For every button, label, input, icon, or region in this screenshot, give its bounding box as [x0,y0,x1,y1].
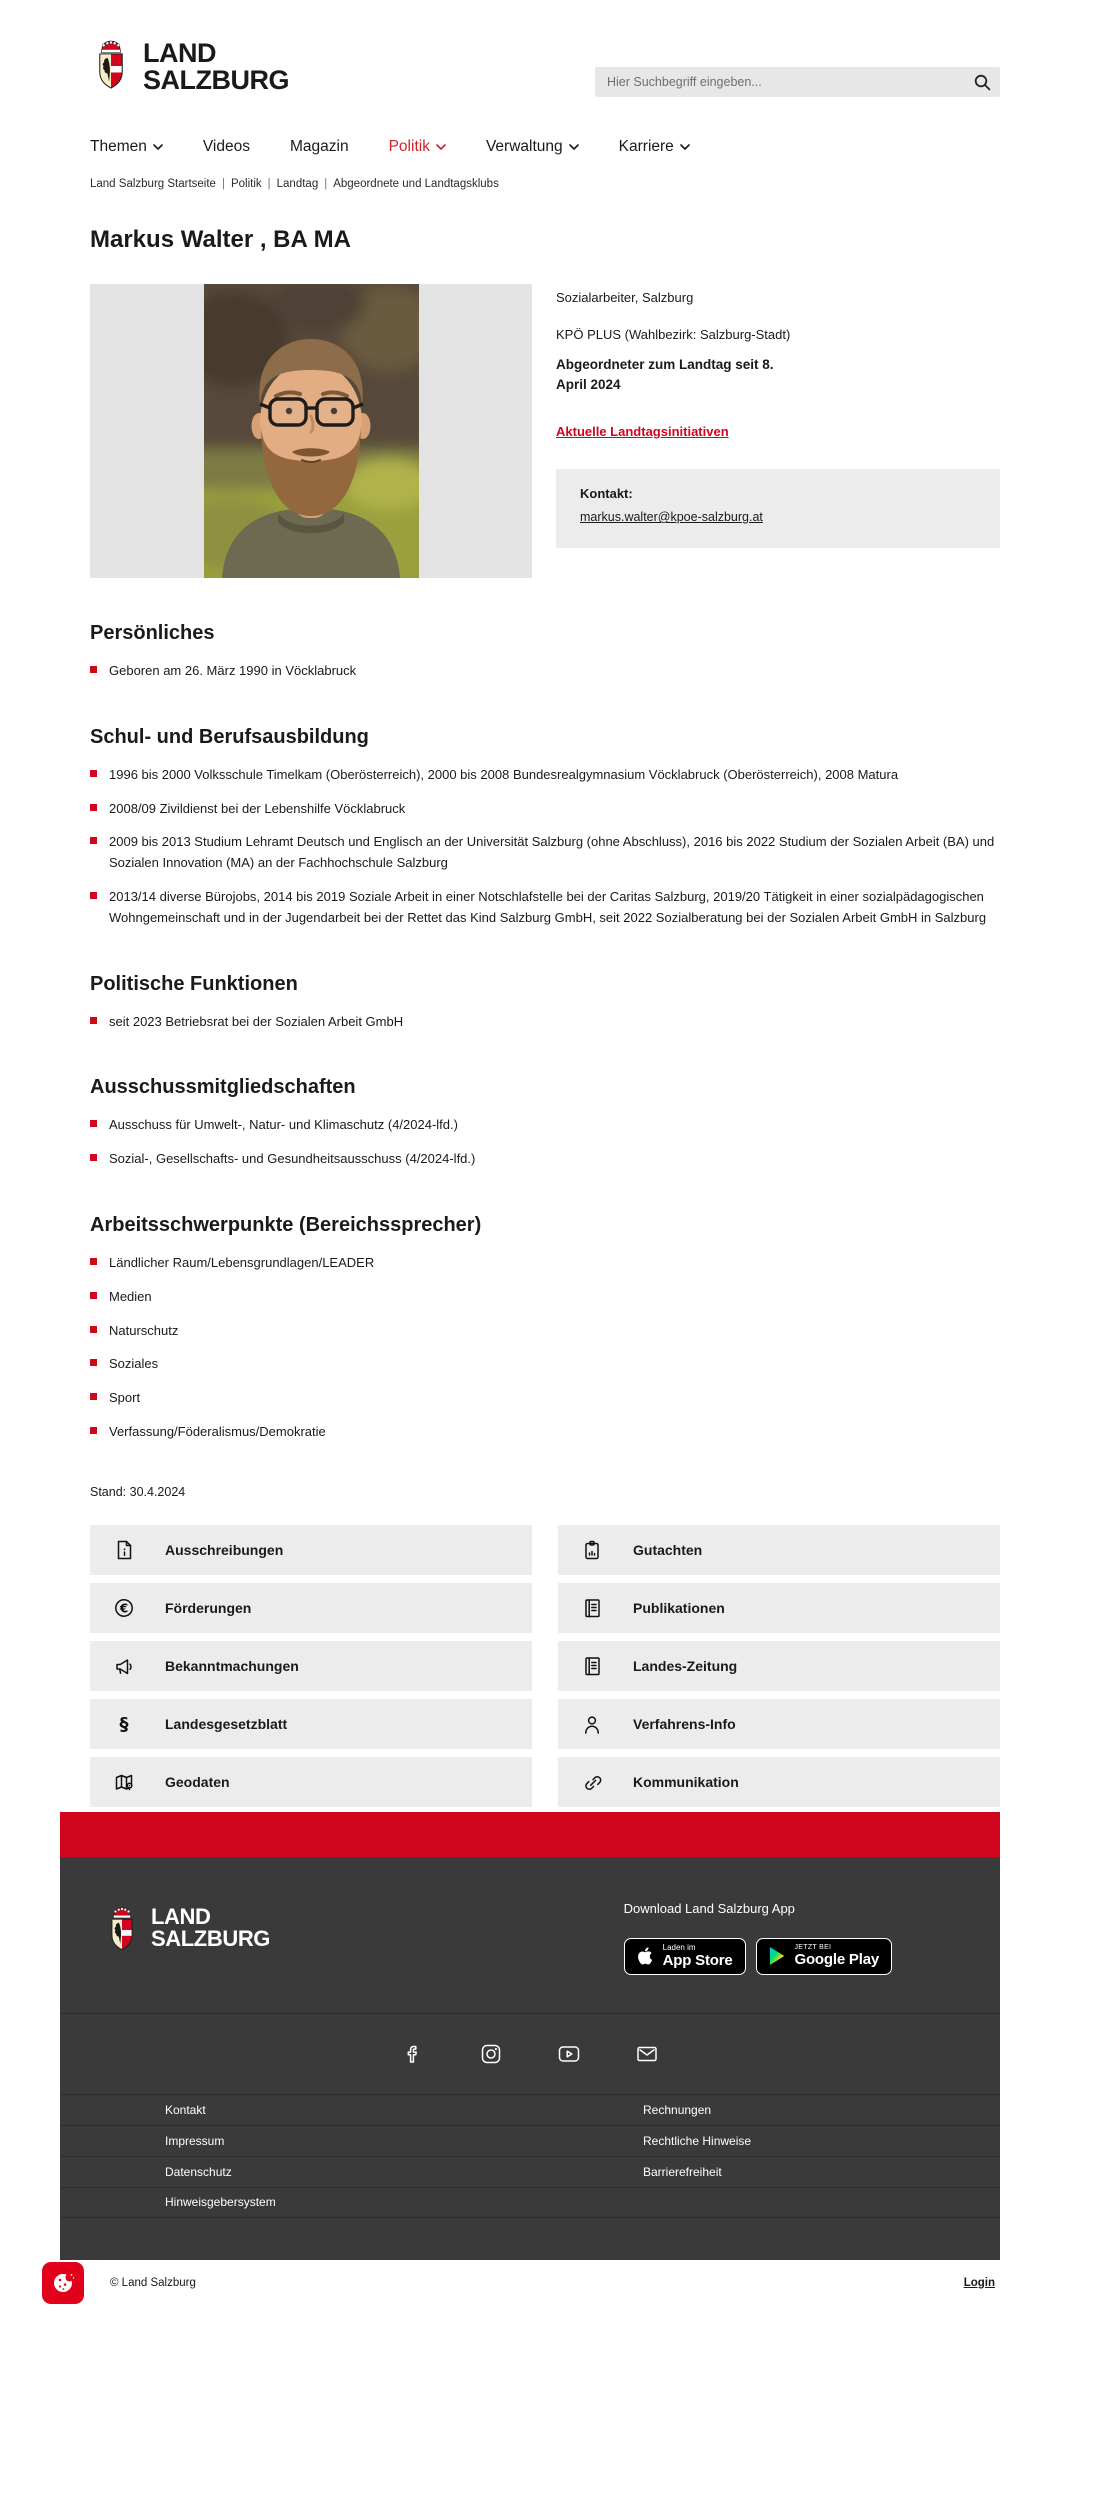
list-item: Soziales [90,1354,1000,1375]
facebook-link[interactable] [400,2041,426,2067]
main-nav [90,138,1000,156]
bullet-square-icon [90,1154,97,1161]
bullet-square-icon [90,1326,97,1333]
app-store-badge[interactable]: Laden im App Store [624,1938,746,1975]
breadcrumb-landtag[interactable]: Landtag [276,178,319,190]
bullet-square-icon [90,804,97,811]
chevron-down-icon [153,144,163,151]
footer-logo[interactable] [105,1901,270,1975]
bullet-square-icon [90,1393,97,1400]
list-item: Sport [90,1388,1000,1409]
section-heading: Politische Funktionen [90,972,298,995]
footer-link-hinweisgebersystem[interactable]: Hinweisgebersystem [165,2195,276,2210]
party-text: KPÖ PLUS (Wahlbezirk: Salzburg-Stadt) [556,327,791,342]
copyright-text: © Land Salzburg [110,2276,196,2289]
quicklink-landes-zeitung[interactable]: Landes-Zeitung [558,1641,1000,1691]
bullet-square-icon [90,1359,97,1366]
stand-date: Stand: 30.4.2024 [90,1484,186,1499]
footer-logo-line2: SALZBURG [151,1925,271,1951]
quicklink-bekanntmachungen[interactable]: Bekanntmachungen [90,1641,532,1691]
list-item: Ländlicher Raum/Lebensgrundlagen/LEADER [90,1253,1000,1274]
list-item: Naturschutz [90,1321,1000,1342]
bullet-square-icon [90,770,97,777]
megaphone-icon [113,1655,135,1677]
quicklink-kommunikation[interactable]: Kommunikation [558,1757,1000,1807]
quicklink-geodaten[interactable]: Geodaten [90,1757,532,1807]
document-info-icon [113,1539,135,1561]
quicklink-foerderungen[interactable]: € Förderungen [90,1583,532,1633]
chevron-down-icon [436,144,446,151]
mandate-text: Abgeordneter zum Landtag seit 8. April 2024 [556,357,774,392]
social-links [60,2013,1000,2094]
land-salzburg-crest-icon [92,34,130,98]
clipboard-icon [581,1539,603,1561]
email-icon [634,2041,660,2067]
breadcrumb: Land Salzburg Startseite | Politik | Landtag | Abgeordnete und Landtagsklubs [90,178,499,190]
contact-box [556,469,1000,548]
list-item: Geboren am 26. März 1990 in Vöcklabruck [90,661,1000,682]
search-input[interactable] [607,75,973,89]
cookie-icon [50,2270,76,2296]
nav-item-karriere[interactable]: Karriere [619,138,690,156]
contact-email-link[interactable]: markus.walter@kpoe-salzburg.at [580,510,763,525]
newsletter-link[interactable] [634,2041,660,2067]
list-item: 2013/14 diverse Bürojobs, 2014 bis 2019 Soziale Arbeit in einer Notschlafstelle bei der Caritas Salzburg, 2019/20 Tätigkeit in einer sozialpädagogischen Wohngemeinschaft und in der Jugendarbeit bei der Rettet das Kind Salzburg GmbH, seit 2022 Sozialberatung bei der Sozialen Arbeit GmbH in Salzburg [90,887,1000,929]
section-ausbildung [90,726,1000,929]
search-icon [973,73,992,92]
nav-item-politik[interactable]: Politik [389,138,446,156]
cookie-settings-button[interactable] [42,2262,84,2304]
list-item: 1996 bis 2000 Volksschule Timelkam (Oberösterreich), 2000 bis 2008 Bundesrealgymnasium Vöcklabruck (Oberösterreich), 2008 Matura [90,765,1000,786]
list-item: Ausschuss für Umwelt-, Natur- und Klimaschutz (4/2024-lfd.) [90,1115,1000,1136]
link-icon [581,1771,603,1793]
nav-item-themen[interactable]: Themen [90,138,163,156]
chevron-down-icon [569,144,579,151]
footer-red-bar [60,1812,1000,1857]
chevron-down-icon [680,144,690,151]
google-play-icon [769,1946,787,1966]
section-arbeitsschwerpunkte [90,1214,1000,1443]
section-heading: Arbeitsschwerpunkte (Bereichssprecher) [90,1213,482,1236]
logo-line2: SALZBURG [143,65,289,95]
breadcrumb-abgeordnete[interactable]: Abgeordnete und Landtagsklubs [333,178,499,190]
quicklink-ausschreibungen[interactable]: Ausschreibungen [90,1525,532,1575]
nav-item-videos[interactable]: Videos [202,138,250,155]
list-item: Medien [90,1287,1000,1308]
search-box [595,67,1000,97]
list-item: Sozial-, Gesellschafts- und Gesundheitsausschuss (4/2024-lfd.) [90,1149,1000,1170]
initiatives-link[interactable]: Aktuelle Landtagsinitiativen [556,424,729,440]
bullet-square-icon [90,1017,97,1024]
section-heading: Ausschussmitgliedschaften [90,1076,356,1099]
section-persoenliches [90,622,1000,682]
bullet-square-icon [90,837,97,844]
instagram-link[interactable] [478,2041,504,2067]
svg-text:€: € [119,1601,129,1616]
bullet-square-icon [90,892,97,899]
euro-circle-icon [113,1597,135,1619]
footer-link-barrierefreiheit[interactable]: Barrierefreiheit [643,2164,722,2179]
bullet-square-icon [90,1292,97,1299]
bullet-square-icon [90,1120,97,1127]
quicklink-landesgesetzblatt[interactable]: § Landesgesetzblatt [90,1699,532,1749]
footer-link-rechtliche-hinweise[interactable]: Rechtliche Hinweise [643,2133,752,2148]
profile-photo [90,284,532,578]
site-footer [0,1812,1094,2306]
quicklink-gutachten[interactable]: Gutachten [558,1525,1000,1575]
breadcrumb-politik[interactable]: Politik [230,178,262,190]
journal-icon [581,1597,603,1619]
list-item: Verfassung/Föderalismus/Demokratie [90,1422,1000,1443]
paragraph-icon [113,1713,135,1735]
youtube-icon [556,2041,582,2067]
occupation-text: Sozialarbeiter, Salzburg [556,290,694,305]
section-ausschuesse [90,1076,1000,1170]
svg-text:§: § [119,1713,129,1735]
site-header [0,0,1094,190]
youtube-link[interactable] [556,2041,582,2067]
site-logo[interactable] [92,34,289,98]
list-item: 2008/09 Zivildienst bei der Lebenshilfe Vöcklabruck [90,799,1000,820]
footer-link-datenschutz[interactable]: Datenschutz [165,2164,232,2179]
map-pin-icon [113,1771,135,1793]
bottom-bar [0,2260,1094,2306]
land-salzburg-crest-icon [105,1901,139,1959]
apple-icon [637,1945,655,1967]
journal-icon [581,1655,603,1677]
section-politische-funktionen [90,973,1000,1033]
nav-item-verwaltung[interactable]: Verwaltung [486,138,579,156]
nav-item-magazin[interactable]: Magazin [290,138,349,155]
breadcrumb-startseite[interactable]: Land Salzburg Startseite [90,178,216,190]
footer-link-impressum[interactable]: Impressum [165,2133,225,2148]
instagram-icon [478,2041,504,2067]
quicklink-publikationen[interactable]: Publikationen [558,1583,1000,1633]
bullet-square-icon [90,666,97,673]
quicklink-verfahrens-info[interactable]: Verfahrens-Info [558,1699,1000,1749]
search-button[interactable] [973,73,992,92]
portrait-photo [204,284,419,578]
bullet-square-icon [90,1258,97,1265]
quicklinks-grid [90,1525,1000,1807]
contact-label: Kontakt: [580,486,633,502]
footer-link-kontakt[interactable]: Kontakt [165,2102,206,2117]
google-play-badge[interactable]: JETZT BEI Google Play [756,1938,893,1975]
footer-logo-line1: LAND [151,1903,211,1929]
section-heading: Persönliches [90,622,215,644]
login-link[interactable]: Login [963,2276,995,2289]
section-heading: Schul- und Berufsausbildung [90,725,369,748]
footer-links [60,2094,1000,2260]
app-download-heading: Download Land Salzburg App [623,1900,795,1916]
list-item: seit 2023 Betriebsrat bei der Sozialen Arbeit GmbH [90,1012,1000,1033]
bullet-square-icon [90,1427,97,1434]
person-icon [581,1713,603,1735]
footer-link-rechnungen[interactable]: Rechnungen [643,2102,712,2117]
facebook-icon [400,2041,426,2067]
list-item: 2009 bis 2013 Studium Lehramt Deutsch und Englisch an der Universität Salzburg (ohne Abschluss), 2016 bis 2022 Studium der Sozialen Arbeit (BA) und Sozialen Innovation (MA) an der Fachhochschule Salzburg [90,832,1000,874]
page-title: Markus Walter , BA MA [90,226,351,253]
logo-line1: LAND [143,38,216,68]
